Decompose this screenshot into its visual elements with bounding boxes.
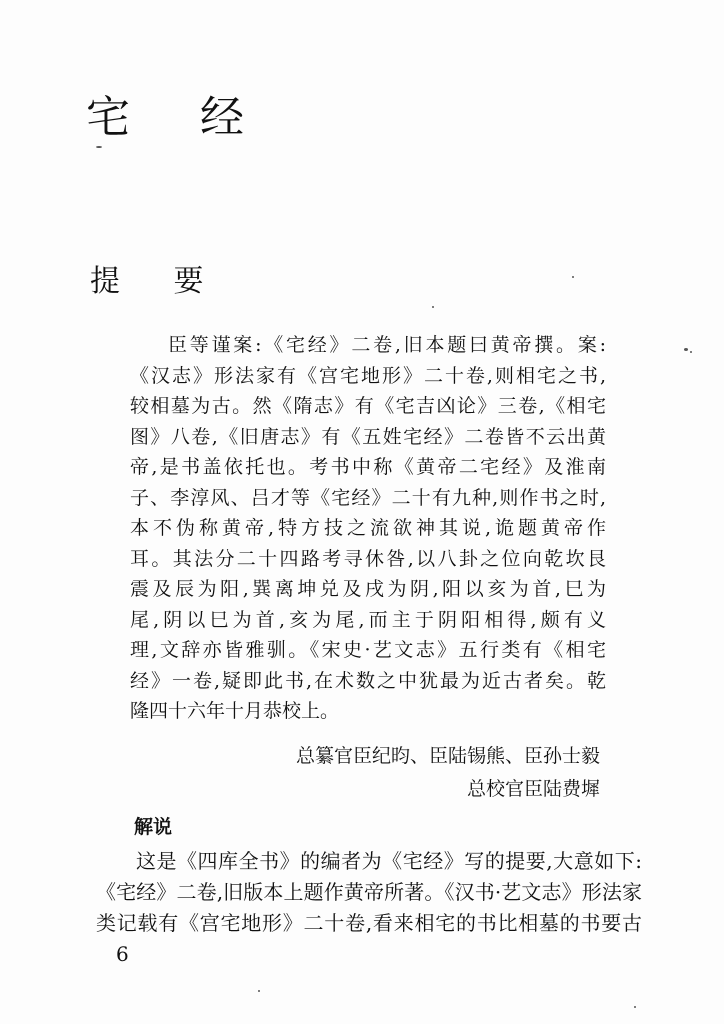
- proofreader-signature: 总校官臣陆费墀: [466, 778, 600, 800]
- summary-line: 图》八卷,《旧唐志》有《五姓宅经》二卷皆不云出黄: [130, 425, 606, 448]
- summary-paragraph: [130, 330, 606, 727]
- page-number: 6: [116, 942, 129, 966]
- summary-line: 震及辰为阳,巽离坤兑及戌为阴,阳以亥为首,巳为: [130, 578, 606, 600]
- editor-signature: 总纂官臣纪昀、臣陆锡熊、臣孙士毅: [295, 745, 600, 767]
- summary-line: 经》一卷,疑即此书,在术数之中犹最为近古者矣。乾: [130, 669, 606, 692]
- explain-heading: 解说: [134, 816, 173, 838]
- scan-speck: [634, 1006, 636, 1008]
- summary-line: 尾,阴以巳为首,亥为尾,而主于阴阳相得,颇有义: [130, 608, 606, 631]
- explain-line: 这是《四库全书》的编者为《宅经》写的提要,大意如下:: [136, 849, 642, 873]
- summary-line: 隆四十六年十月恭校上。: [130, 700, 340, 722]
- explain-paragraph: [96, 846, 642, 939]
- scan-speck: [690, 351, 692, 353]
- summary-line: 耳。其法分二十四路考寻休咎,以八卦之位向乾坎艮: [130, 547, 606, 570]
- summary-line: 帝,是书盖依托也。考书中称《黄帝二宅经》及淮南: [130, 456, 606, 478]
- book-title: 宅 经: [86, 92, 272, 143]
- scan-speck: [258, 990, 260, 992]
- summary-line: 理,文辞亦皆雅驯。《宋史·艺文志》五行类有《相宅: [130, 639, 606, 661]
- summary-line: 臣等谨案:《宅经》二卷,旧本题曰黄帝撰。案:: [168, 334, 606, 356]
- explain-line: 类记载有《宫宅地形》二十卷,看来相宅的书比相墓的书要古: [96, 911, 642, 935]
- scan-speck: [96, 146, 102, 148]
- summary-line: 子、李淳风、吕才等《宅经》二十有九种,则作书之时,: [130, 486, 606, 509]
- summary-line: 本不伪称黄帝,特方技之流欲神其说,诡题黄帝作: [130, 517, 606, 539]
- explain-line: 《宅经》二卷,旧版本上题作黄帝所著。《汉书·艺文志》形法家: [96, 880, 642, 904]
- summary-line: 《汉志》形法家有《宫宅地形》二十卷,则相宅之书,: [130, 364, 606, 387]
- scan-speck: [432, 306, 434, 308]
- scan-speck: [572, 276, 574, 278]
- section-title: 提 要: [90, 264, 226, 299]
- scan-speck: [684, 348, 688, 351]
- summary-line: 较相墓为古。然《隋志》有《宅吉凶论》三卷,《相宅: [130, 395, 606, 417]
